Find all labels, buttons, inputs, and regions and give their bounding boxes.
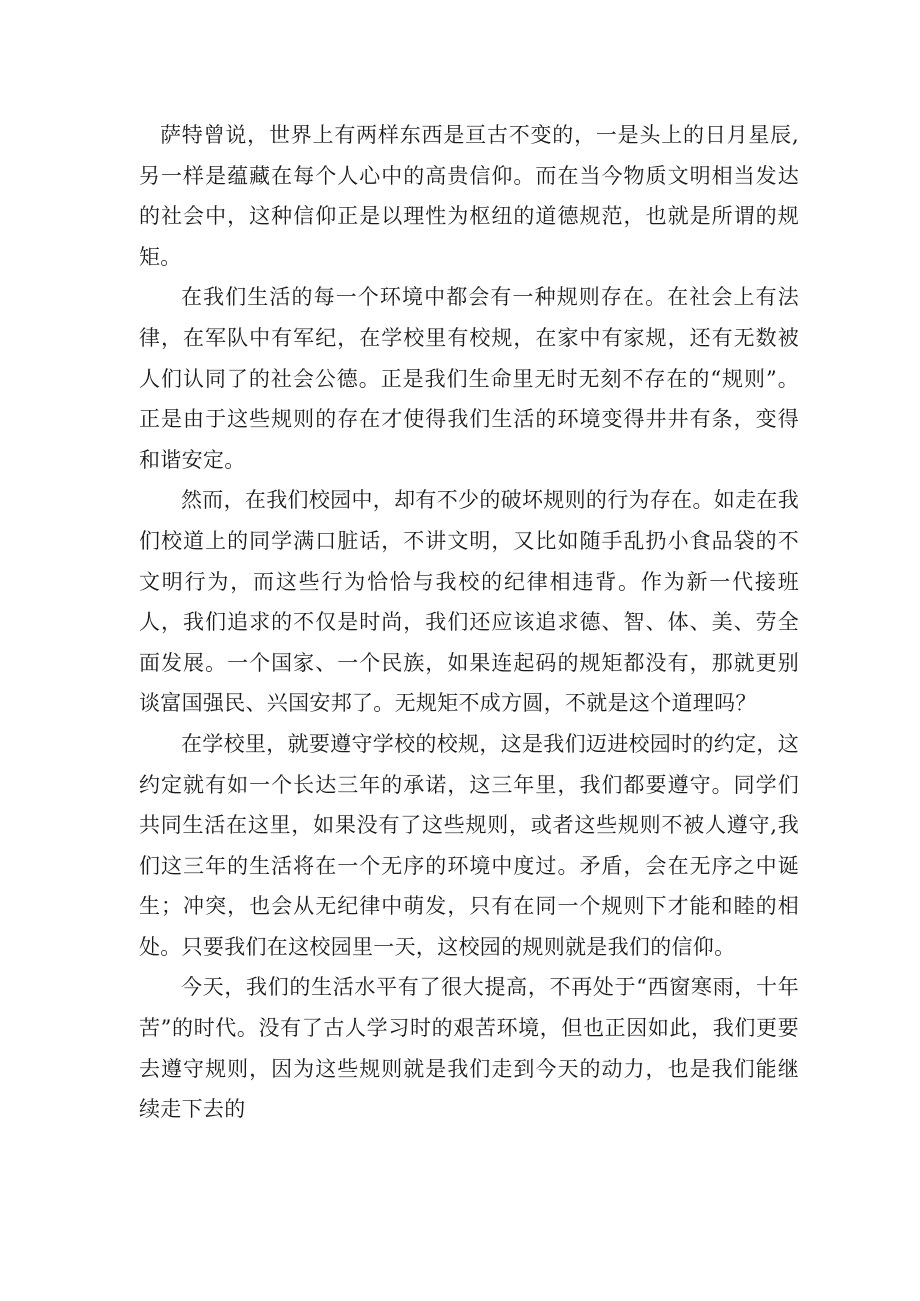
paragraph-5: 今天，我们的生活水平有了很大提高，不再处于“西窗寒雨，十年苦”的时代。没有了古人学习时的艰苦环境，但也正因如此，我们更要去遵守规则，因为这些规则就是我们走到今天的动力，也是我们能继续走下去的 — [139, 975, 799, 1122]
paragraph-1: 萨特曾说，世界上有两样东西是亘古不变的，一是头上的日月星辰,另一样是蕴藏在每个人心中的高贵信仰。而在当今物质文明相当发达的社会中，这种信仰正是以理性为枢纽的道德规范，也就是所谓的规矩。 — [139, 123, 799, 269]
paragraph-2: 在我们生活的每一个环境中都会有一种规则存在。在社会上有法律，在军队中有军纪，在学校里有校规，在家中有家规，还有无数被人们认同了的社会公德。正是我们生命里无时无刻不存在的“规则”。正是由于这些规则的存在才使得我们生活的环境变得井井有条，变得和谐安定。 — [139, 285, 799, 472]
body-text — [139, 115, 799, 1130]
paragraph-4: 在学校里，就要遵守学校的校规，这是我们迈进校园时的约定，这约定就有如一个长达三年的承诺，这三年里，我们都要遵守。同学们共同生活在这里，如果没有了这些规则，或者这些规则不被人遵守,我们这三年的生活将在一个无序的环境中度过。矛盾，会在无序之中诞生；冲突，也会从无纪律中萌发，只有在同一个规则下才能和睦的相处。只要我们在这校园里一天，这校园的规则就是我们的信仰。 — [139, 731, 799, 959]
paragraph-3: 然而，在我们校园中，却有不少的破坏规则的行为存在。如走在我们校道上的同学满口脏话，不讲文明，又比如随手乱扔小食品袋的不文明行为，而这些行为恰恰与我校的纪律相违背。作为新一代接班人，我们追求的不仅是时尚，我们还应该追求德、智、体、美、劳全面发展。一个国家、一个民族，如果连起码的规矩都没有，那就更别谈富国强民、兴国安邦了。无规矩不成方圆，不就是这个道理吗？ — [139, 488, 799, 716]
